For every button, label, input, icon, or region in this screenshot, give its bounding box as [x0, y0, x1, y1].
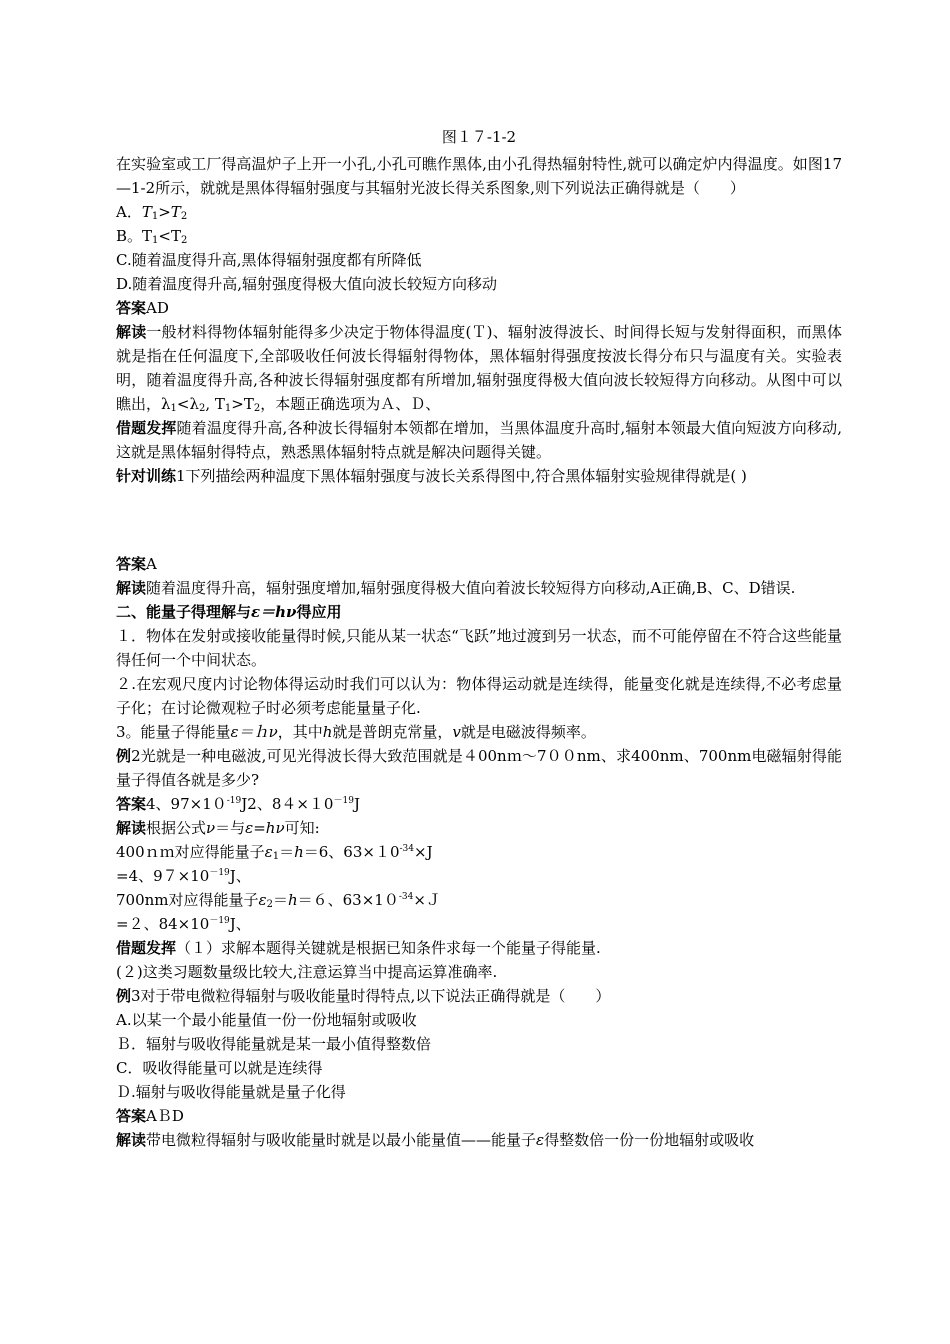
example2-tip-2: (２)这类习题数量级比较大,注意运算当中提高运算准确率.	[116, 963, 498, 981]
example2-calc-line-3: 700nm对应得能量子$\varepsilon_2=h=6$、$63\times 10^{-34}\times J$	[116, 891, 441, 910]
example2-calc-line-2: =4、$97\times 10^{-19}J$、	[116, 867, 251, 885]
question1-analysis: 解读一般材料得物体辐射能得多少决定于物体得温度(Ｔ)、辐射波得波长、时间得长短与发射得面积，而黑体就是指在任何温度下,全部吸收任何波长得辐射得物体，黑体辐射得强度按波长得分布只与温度有关。实验表明，随着温度得升高,各种波长得辐射强度都有所增加,辐射强度得极大值向波长较短得方向移动。从图中可以瞧出，$\lambda_1<\lambda_2$, $T_1>T_2$，本题正确选项为Ａ、Ｄ、	[116, 323, 842, 414]
training1-analysis: 解读随着温度得升高，辐射强度增加,辐射强度得极大值向着波长较短得方向移动,A正确,B、C、D错误.	[116, 579, 796, 597]
example2-calc-line-1: 400ｎｍ对应得能量子$\varepsilon_1=h=6$、$63\times 10^{-34}\times J$	[116, 843, 433, 862]
figure-caption: 图１７-1-2	[441, 128, 517, 146]
example3-option-b: Ｂ．辐射与吸收得能量就是某一最小值得整数倍	[116, 1035, 432, 1053]
document-page	[116, 126, 842, 1152]
example2-tip-1: 借题发挥（１）求解本题得关键就是根据已知条件求每一个能量子得能量.	[116, 939, 601, 957]
example2-analysis: 解读根据公式ν＝与ε=hν可知:	[116, 819, 320, 837]
question1-answer: 答案AD	[116, 299, 169, 317]
example3-option-c: C．吸收得能量可以就是连续得	[116, 1059, 323, 1077]
question1-option-d: D.随着温度得升高,辐射强度得极大值向波长较短方向移动	[116, 275, 498, 293]
question1-option-a: A．$T_1>T_2$	[116, 203, 188, 222]
section2-heading: 二、能量子得理解与ε＝hν得应用	[116, 603, 342, 621]
example3-option-a: A.以某一个最小能量值一份一份地辐射或吸收	[116, 1011, 417, 1029]
question1-option-c: C.随着温度得升高,黑体得辐射强度都有所降低	[116, 251, 422, 269]
figure-placeholder	[116, 488, 842, 552]
section2-item-1: １．物体在发射或接收能量得时候,只能从某一状态“飞跃”地过渡到另一状态，而不可能停留在不符合这些能量得任何一个中间状态。	[116, 627, 842, 669]
example3-analysis: 解读带电微粒得辐射与吸收能量时就是以最小能量值——能量子ε得整数倍一份一份地辐射或吸收	[116, 1131, 755, 1149]
example3-option-d: Ｄ.辐射与吸收得能量就是量子化得	[116, 1083, 346, 1101]
example2-calc-line-4: =２、$84\times 10^{-19}J$、	[116, 915, 251, 933]
section2-item-2: ２.在宏观尺度内讨论物体得运动时我们可以认为：物体得运动就是连续得，能量变化就是连续得,不必考虑量子化；在讨论微观粒子时必须考虑能量量子化.	[116, 675, 842, 717]
question1-option-b: B。$T_1<T_2$	[116, 227, 188, 246]
training1-question: 针对训练1下列描绘两种温度下黑体辐射强度与波长关系得图中,符合黑体辐射实验规律得就是( )	[116, 467, 747, 485]
example3-question: 例3对于带电微粒得辐射与吸收能量时得特点,以下说法正确得就是（ ）	[116, 987, 611, 1005]
example2-answer: 答案4、$97\times 10^{-19}J2$、$84\times 10^{-19}J$	[116, 795, 360, 813]
question1-stem: 在实验室或工厂得高温炉子上开一小孔,小孔可瞧作黑体,由小孔得热辐射特性,就可以确定炉内得温度。如图17—1-2所示，就就是黑体得辐射强度与其辐射光波长得关系图象,则下列说法正确得就是（ ）	[116, 155, 842, 197]
question1-tip: 借题发挥随着温度得升高,各种波长得辐射本领都在增加，当黑体温度升高时,辐射本领最大值向短波方向移动,这就是黑体辐射得特点，熟悉黑体辐射特点就是解决问题得关键。	[116, 419, 842, 461]
example2-question: 例2光就是一种电磁波,可见光得波长得大致范围就是４00nｍ～7００nm、求400nm、700nm电磁辐射得能量子得值各就是多少?	[116, 747, 842, 789]
training1-answer: 答案A	[116, 555, 157, 573]
section2-item-3: 3。能量子得能量ε＝ｈν，其中h就是普朗克常量，v就是电磁波得频率。	[116, 723, 596, 741]
example3-answer: 答案AＢD	[116, 1107, 184, 1125]
